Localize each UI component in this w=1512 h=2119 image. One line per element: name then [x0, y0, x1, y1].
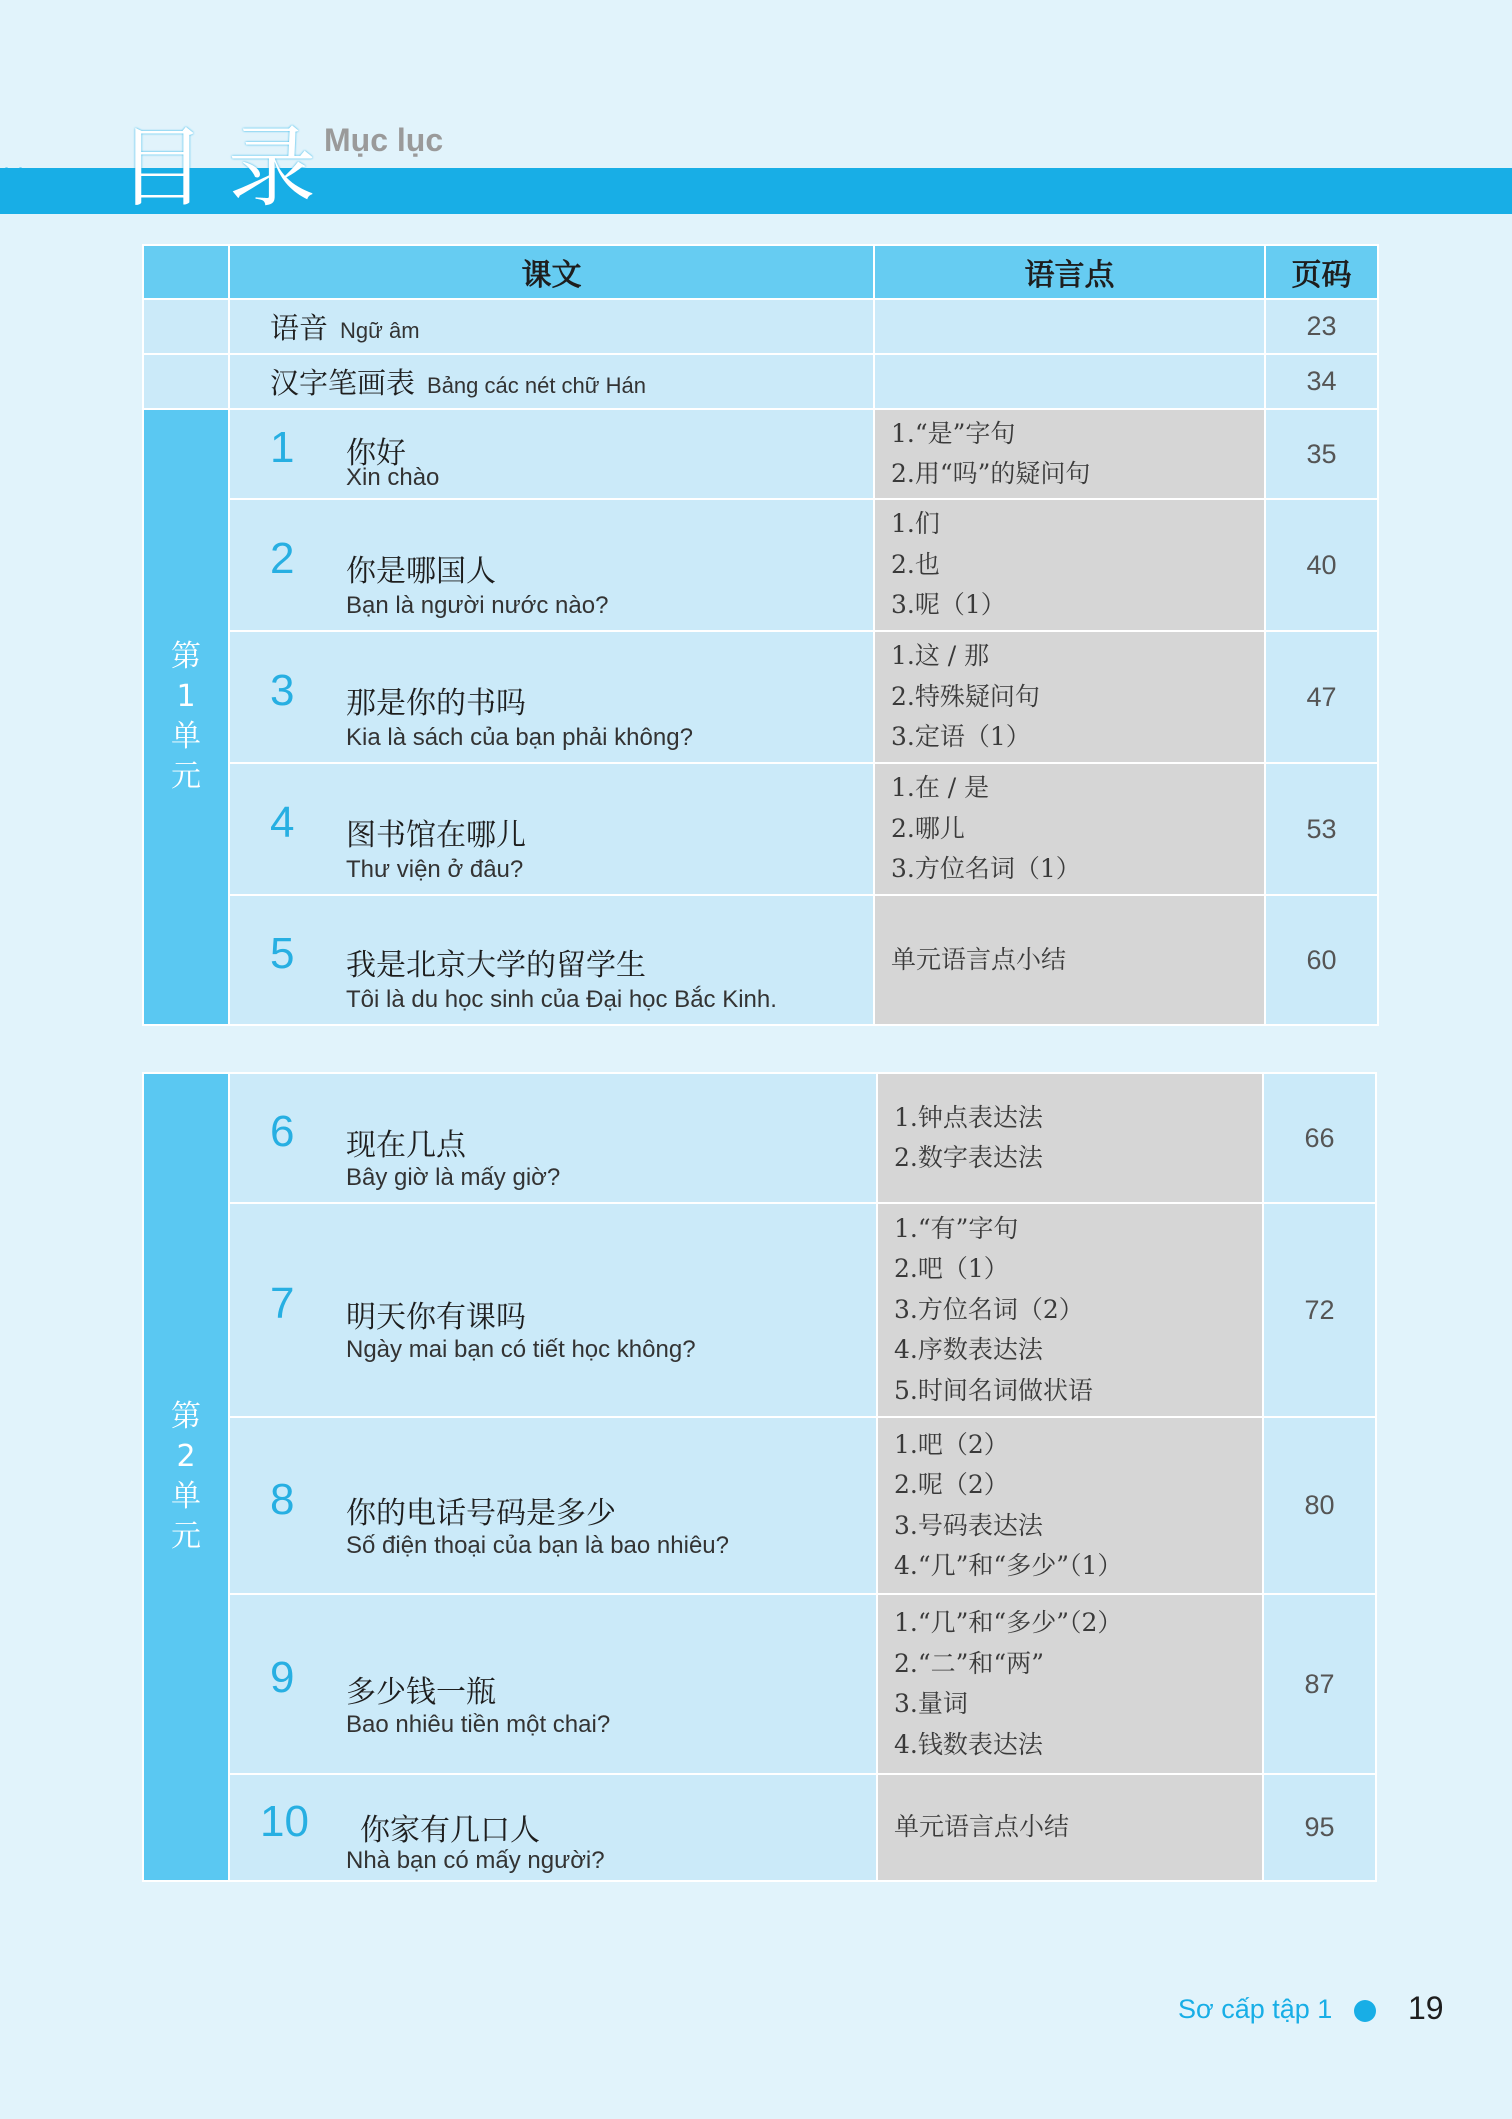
header-blank-cell — [143, 245, 229, 299]
page-title: 目录 — [118, 116, 339, 219]
unit-label-1 — [143, 409, 229, 1025]
intro-grammar-cell — [874, 354, 1265, 409]
page-number: 95 — [1263, 1774, 1376, 1881]
lesson-cell — [229, 895, 874, 1025]
grammar-points — [874, 409, 1265, 499]
intro-lesson-cell — [229, 299, 874, 354]
lesson-title-vi: Bạn là người nước nào? — [346, 592, 609, 619]
page-number: 80 — [1263, 1417, 1376, 1594]
lesson-number: 5 — [270, 929, 295, 978]
lesson-number: 4 — [270, 798, 295, 847]
lesson-title-zh: 你好 — [346, 436, 406, 471]
grammar-point: 单元语言点小结 — [894, 1812, 1070, 1842]
grammar-point: 2.哪儿 — [891, 813, 965, 843]
unit-label-char: 第 — [171, 1399, 201, 1434]
lesson-number: 9 — [270, 1653, 295, 1702]
grammar-points — [874, 895, 1265, 1025]
toc-table-unit-1 — [142, 244, 1379, 1026]
intro-title-vi: Bảng các nét chữ Hán — [427, 373, 646, 398]
page-number: 66 — [1263, 1073, 1376, 1203]
lesson-title-vi: Bây giờ là mấy giờ? — [346, 1164, 561, 1191]
page-number: 34 — [1265, 354, 1378, 409]
lesson-cell — [229, 1594, 877, 1774]
lesson-cell — [229, 499, 874, 631]
grammar-point: 2.特殊疑问句 — [891, 681, 1040, 711]
intro-row[interactable] — [143, 354, 1378, 409]
intro-blank-cell — [143, 354, 229, 409]
grammar-points — [874, 763, 1265, 895]
page-number: 40 — [1265, 499, 1378, 631]
grammar-points — [874, 499, 1265, 631]
unit-label-2 — [143, 1073, 229, 1881]
grammar-point: 4.“几”和“多少”（1） — [894, 1551, 1123, 1580]
lesson-title-vi: Nhà bạn có mấy người? — [346, 1847, 605, 1874]
lesson-row-6[interactable] — [143, 1073, 1376, 1203]
lesson-title-zh: 图书馆在哪儿 — [346, 818, 526, 853]
grammar-point: 4.钱数表达法 — [894, 1729, 1043, 1759]
footer-dot-icon — [1354, 2000, 1376, 2022]
page-number: 23 — [1265, 299, 1378, 354]
intro-grammar-cell — [874, 299, 1265, 354]
grammar-point: 2.吧（1） — [894, 1254, 1009, 1284]
column-header-grammar: 语言点 — [874, 245, 1265, 299]
grammar-point: 3.量词 — [894, 1689, 968, 1718]
lesson-number: 3 — [270, 666, 295, 715]
grammar-point: 2.呢（2） — [894, 1470, 1009, 1499]
grammar-point: 1.吧（2） — [894, 1429, 1009, 1459]
lesson-row-2[interactable] — [143, 499, 1378, 631]
lesson-row-9[interactable] — [143, 1594, 1376, 1774]
page-number: 47 — [1265, 631, 1378, 763]
intro-row[interactable] — [143, 299, 1378, 354]
lesson-cell — [229, 409, 874, 499]
grammar-point: 单元语言点小结 — [891, 944, 1067, 974]
lesson-cell — [229, 1203, 877, 1417]
intro-blank-cell — [143, 299, 229, 354]
lesson-title-zh: 你的电话号码是多少 — [346, 1496, 616, 1531]
grammar-point: 4.序数表达法 — [894, 1335, 1043, 1365]
grammar-point: 1.“几”和“多少”（2） — [894, 1608, 1123, 1637]
lesson-row-8[interactable] — [143, 1417, 1376, 1594]
lesson-title-vi: Kia là sách của bạn phải không? — [346, 724, 693, 751]
grammar-points — [877, 1594, 1263, 1774]
lesson-cell — [229, 1774, 877, 1881]
lesson-title-zh: 你家有几口人 — [360, 1813, 540, 1848]
column-header-page: 页码 — [1265, 245, 1378, 299]
header-dots: •• — [0, 160, 28, 185]
page-number: 53 — [1265, 763, 1378, 895]
lesson-title-vi: Ngày mai bạn có tiết học không? — [346, 1336, 696, 1363]
grammar-points — [874, 631, 1265, 763]
lesson-title-vi: Thư viện ở đâu? — [346, 856, 524, 883]
lesson-cell — [229, 631, 874, 763]
grammar-point: 5.时间名词做状语 — [894, 1375, 1093, 1405]
grammar-point: 2.也 — [891, 549, 940, 579]
lesson-title-vi: Bao nhiêu tiền một chai? — [346, 1711, 611, 1738]
table-header-row — [143, 245, 1378, 299]
lesson-title-zh: 多少钱一瓶 — [346, 1675, 496, 1710]
lesson-row-1[interactable] — [143, 409, 1378, 499]
unit-label-char: 元 — [171, 1519, 201, 1554]
lesson-title-zh: 明天你有课吗 — [346, 1300, 526, 1335]
lesson-cell — [229, 763, 874, 895]
lesson-title-vi: Xin chào — [346, 464, 440, 491]
lesson-row-7[interactable] — [143, 1203, 1376, 1417]
footer-page-number: 19 — [1408, 1990, 1444, 2026]
lesson-number: 2 — [270, 534, 295, 583]
lesson-row-10[interactable] — [143, 1774, 1376, 1881]
toc-table-unit-2 — [142, 1072, 1377, 1882]
page-number: 72 — [1263, 1203, 1376, 1417]
unit-label-char: 元 — [171, 759, 201, 794]
grammar-point: 1.这 / 那 — [891, 641, 990, 671]
lesson-row-4[interactable] — [143, 763, 1378, 895]
intro-lesson-cell — [229, 354, 874, 409]
grammar-point: 3.方位名词（1） — [891, 854, 1081, 884]
lesson-number: 6 — [270, 1107, 295, 1156]
intro-title-vi: Ngữ âm — [340, 318, 420, 343]
grammar-point: 1.在 / 是 — [891, 773, 990, 803]
unit-label-char: 第 — [171, 639, 201, 674]
lesson-title-zh: 我是北京大学的留学生 — [346, 948, 646, 983]
lesson-row-5[interactable] — [143, 895, 1378, 1025]
unit-label-char: 单 — [171, 1479, 201, 1514]
page-subtitle: Mục lục — [324, 122, 444, 158]
page-number: 60 — [1265, 895, 1378, 1025]
lesson-number: 8 — [270, 1474, 295, 1524]
grammar-points — [877, 1774, 1263, 1881]
lesson-title-vi: Tôi là du học sinh của Đại học Bắc Kinh. — [346, 986, 777, 1013]
lesson-title-zh: 你是哪国人 — [346, 554, 496, 589]
intro-title-zh: 汉字笔画表 — [270, 366, 416, 400]
grammar-point: 2.数字表达法 — [894, 1143, 1043, 1172]
grammar-point: 1.“有”字句 — [894, 1213, 1019, 1243]
lesson-title-vi: Số điện thoại của bạn là bao nhiêu? — [346, 1532, 729, 1559]
grammar-point: 2.用“吗”的疑问句 — [891, 459, 1091, 488]
intro-title-zh: 语音 — [270, 311, 329, 345]
lesson-title-zh: 现在几点 — [346, 1128, 466, 1163]
page-number: 87 — [1263, 1594, 1376, 1774]
lesson-number: 1 — [270, 423, 295, 472]
grammar-point: 1.们 — [891, 509, 940, 539]
grammar-point: 3.方位名词（2） — [894, 1294, 1084, 1324]
lesson-cell — [229, 1073, 877, 1203]
grammar-point: 1.“是”字句 — [891, 418, 1016, 448]
column-header-lesson: 课文 — [229, 245, 874, 299]
grammar-point: 3.定语（1） — [891, 722, 1031, 752]
lesson-number: 10 — [260, 1796, 309, 1846]
grammar-point: 3.呢（1） — [891, 590, 1006, 620]
unit-label-char: 1 — [176, 679, 196, 714]
grammar-point: 3.号码表达法 — [894, 1510, 1043, 1540]
grammar-point: 2.“二”和“两” — [894, 1648, 1044, 1678]
footer-book-label: Sơ cấp tập 1 — [1178, 1994, 1333, 2024]
lesson-number: 7 — [270, 1279, 295, 1328]
grammar-points — [877, 1203, 1263, 1417]
grammar-points — [877, 1417, 1263, 1594]
lesson-cell — [229, 1417, 877, 1594]
page-number: 35 — [1265, 409, 1378, 499]
grammar-point: 1.钟点表达法 — [894, 1102, 1043, 1132]
lesson-row-3[interactable] — [143, 631, 1378, 763]
lesson-title-zh: 那是你的书吗 — [346, 686, 526, 721]
unit-label-char: 2 — [176, 1439, 196, 1474]
grammar-points — [877, 1073, 1263, 1203]
unit-label-char: 单 — [171, 719, 201, 754]
